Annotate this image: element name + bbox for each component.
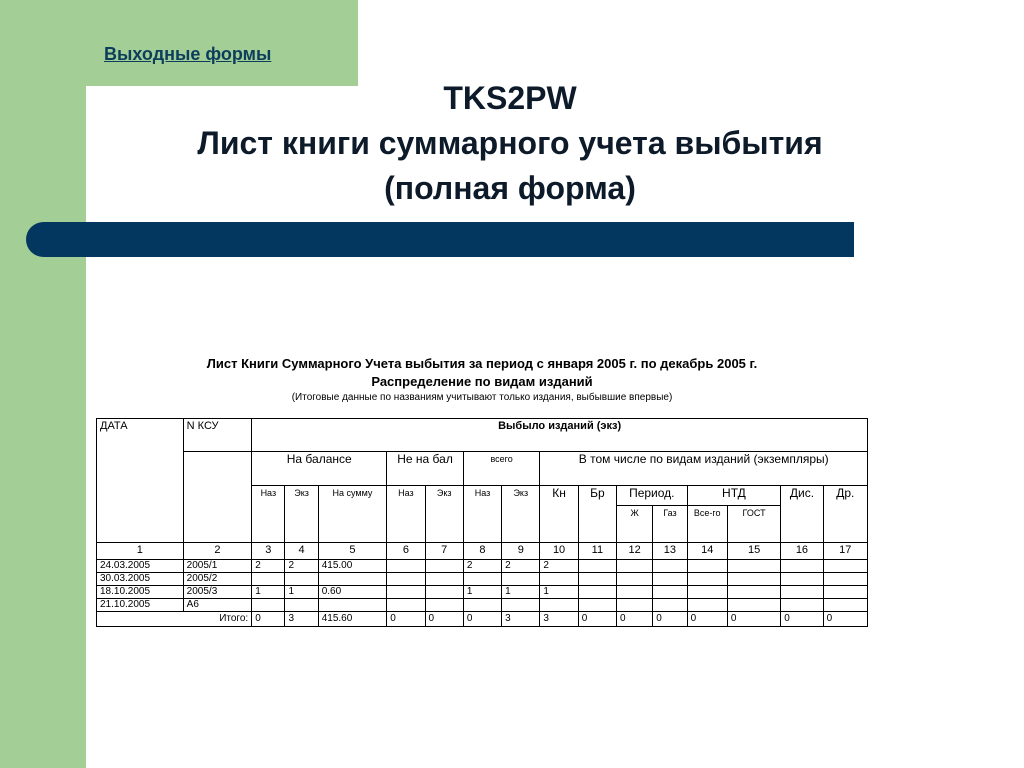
header-br: Бр <box>578 486 616 543</box>
header-total: всего <box>463 452 540 486</box>
table-cell: 1 <box>540 586 578 599</box>
table-cell <box>823 560 867 573</box>
table-cell: 1 <box>463 586 501 599</box>
table-cell <box>387 573 425 586</box>
total-cell: 415.60 <box>318 612 387 627</box>
total-row <box>97 612 868 627</box>
table-cell <box>502 573 540 586</box>
table-cell: 415.00 <box>318 560 387 573</box>
total-label: Итого: <box>97 612 252 627</box>
column-number: 12 <box>617 543 653 560</box>
table-cell <box>425 573 463 586</box>
table-cell <box>781 560 823 573</box>
column-number: 9 <box>502 543 540 560</box>
header-dis: Дис. <box>781 486 823 543</box>
table-cell <box>727 573 780 586</box>
table-cell <box>463 573 501 586</box>
table-cell <box>687 573 727 586</box>
header-zh: Ж <box>617 506 653 543</box>
table-cell <box>653 599 687 612</box>
header-date: ДАТА <box>97 419 184 543</box>
header-ksu: N КСУ <box>183 419 252 452</box>
table-cell <box>425 586 463 599</box>
column-number: 16 <box>781 543 823 560</box>
total-cell: 0 <box>823 612 867 627</box>
header-retired: Выбыло изданий (экз) <box>252 419 868 452</box>
table-cell: 2005/1 <box>183 560 252 573</box>
table-row <box>97 560 868 573</box>
report-heading: Лист Книги Суммарного Учета выбытия за период с января 2005 г. по декабрь 2005 г. <box>206 356 758 371</box>
header-sum: На сумму <box>318 486 387 543</box>
table-cell <box>653 586 687 599</box>
table-cell <box>285 599 318 612</box>
table-cell <box>653 573 687 586</box>
column-number: 8 <box>463 543 501 560</box>
table-cell <box>285 573 318 586</box>
table-cell <box>387 599 425 612</box>
table-cell <box>463 599 501 612</box>
header-by-type: В том числе по видам изданий (экземпляры) <box>540 452 868 486</box>
column-number: 1 <box>97 543 184 560</box>
header-vsego: Все-го <box>687 506 727 543</box>
table-cell <box>727 586 780 599</box>
report-note: (Итоговые данные по названиям учитывают только издания, выбывшие впервые) <box>291 392 673 403</box>
table-cell: 30.03.2005 <box>97 573 184 586</box>
table-cell <box>653 560 687 573</box>
header-ekz-off: Экз <box>425 486 463 543</box>
table-cell: 2 <box>540 560 578 573</box>
slide-title <box>100 76 920 211</box>
report-subheading: Распределение по видам изданий <box>371 374 593 389</box>
green-top-band <box>0 0 358 86</box>
total-cell: 0 <box>425 612 463 627</box>
table-cell <box>318 573 387 586</box>
table-cell <box>781 586 823 599</box>
table-cell: 2 <box>252 560 285 573</box>
table-cell <box>823 599 867 612</box>
header-ksu-blank <box>183 452 252 543</box>
column-number: 15 <box>727 543 780 560</box>
table-cell: 24.03.2005 <box>97 560 184 573</box>
header-ekz-total: Экз <box>502 486 540 543</box>
table-cell <box>617 599 653 612</box>
total-cell: 0 <box>687 612 727 627</box>
table-cell <box>617 573 653 586</box>
header-ntd: НТД <box>687 486 781 506</box>
title-line-code: TKS2PW <box>443 80 577 116</box>
column-number: 14 <box>687 543 727 560</box>
table-cell <box>502 599 540 612</box>
table-row <box>97 599 868 612</box>
title-line-form: (полная форма) <box>384 170 636 206</box>
table-row <box>97 586 868 599</box>
table-cell <box>578 586 616 599</box>
column-number: 3 <box>252 543 285 560</box>
header-not-on-balance: Не на бал <box>387 452 464 486</box>
title-divider-bar <box>26 222 854 257</box>
column-number: 6 <box>387 543 425 560</box>
header-naz-balance: Наз <box>252 486 285 543</box>
table-cell: 0.60 <box>318 586 387 599</box>
column-number: 7 <box>425 543 463 560</box>
table-cell <box>687 599 727 612</box>
table-cell: 1 <box>252 586 285 599</box>
table-cell <box>540 573 578 586</box>
table-cell <box>823 586 867 599</box>
table-cell: 2005/2 <box>183 573 252 586</box>
table-row <box>97 573 868 586</box>
table-cell <box>578 573 616 586</box>
header-period: Период. <box>617 486 688 506</box>
table-cell <box>425 599 463 612</box>
total-cell: 0 <box>781 612 823 627</box>
header-kn: Кн <box>540 486 578 543</box>
table-cell <box>781 599 823 612</box>
report-table <box>96 418 868 627</box>
header-gaz: Газ <box>653 506 687 543</box>
table-cell <box>387 560 425 573</box>
total-cell: 0 <box>463 612 501 627</box>
column-number: 10 <box>540 543 578 560</box>
table-cell <box>687 586 727 599</box>
header-on-balance: На балансе <box>252 452 387 486</box>
output-forms-link[interactable]: Выходные формы <box>104 44 272 64</box>
total-cell: 0 <box>727 612 780 627</box>
table-cell: 21.10.2005 <box>97 599 184 612</box>
table-cell <box>823 573 867 586</box>
table-cell <box>318 599 387 612</box>
table-cell <box>252 573 285 586</box>
table-cell <box>540 599 578 612</box>
table-cell: 18.10.2005 <box>97 586 184 599</box>
green-side-band <box>0 0 86 768</box>
total-cell: 3 <box>540 612 578 627</box>
header-ekz-balance: Экз <box>285 486 318 543</box>
table-cell <box>578 599 616 612</box>
table-cell <box>252 599 285 612</box>
column-number: 4 <box>285 543 318 560</box>
header-gost: ГОСТ <box>727 506 780 543</box>
header-naz-total: Наз <box>463 486 501 543</box>
total-cell: 3 <box>502 612 540 627</box>
column-number: 2 <box>183 543 252 560</box>
total-cell: 0 <box>387 612 425 627</box>
table-cell <box>578 560 616 573</box>
data-rows <box>97 560 868 612</box>
table-cell <box>727 560 780 573</box>
table-cell <box>781 573 823 586</box>
total-cell: 0 <box>252 612 285 627</box>
total-cell: 3 <box>285 612 318 627</box>
column-number: 13 <box>653 543 687 560</box>
title-line-name: Лист книги суммарного учета выбытия <box>197 125 823 161</box>
table-cell <box>617 586 653 599</box>
table-cell: 2 <box>285 560 318 573</box>
table-cell <box>387 586 425 599</box>
column-number-row <box>97 543 868 560</box>
table-cell <box>687 560 727 573</box>
table-cell: 2005/3 <box>183 586 252 599</box>
header-dr: Др. <box>823 486 867 543</box>
header-naz-off: Наз <box>387 486 425 543</box>
table-cell: 2 <box>463 560 501 573</box>
total-cell: 0 <box>617 612 653 627</box>
table-cell: 1 <box>285 586 318 599</box>
total-cell: 0 <box>653 612 687 627</box>
table-cell: 1 <box>502 586 540 599</box>
table-cell <box>617 560 653 573</box>
table-cell: А6 <box>183 599 252 612</box>
table-cell <box>727 599 780 612</box>
total-cell: 0 <box>578 612 616 627</box>
column-number: 11 <box>578 543 616 560</box>
table-cell <box>425 560 463 573</box>
table-cell: 2 <box>502 560 540 573</box>
column-number: 5 <box>318 543 387 560</box>
column-number: 17 <box>823 543 867 560</box>
